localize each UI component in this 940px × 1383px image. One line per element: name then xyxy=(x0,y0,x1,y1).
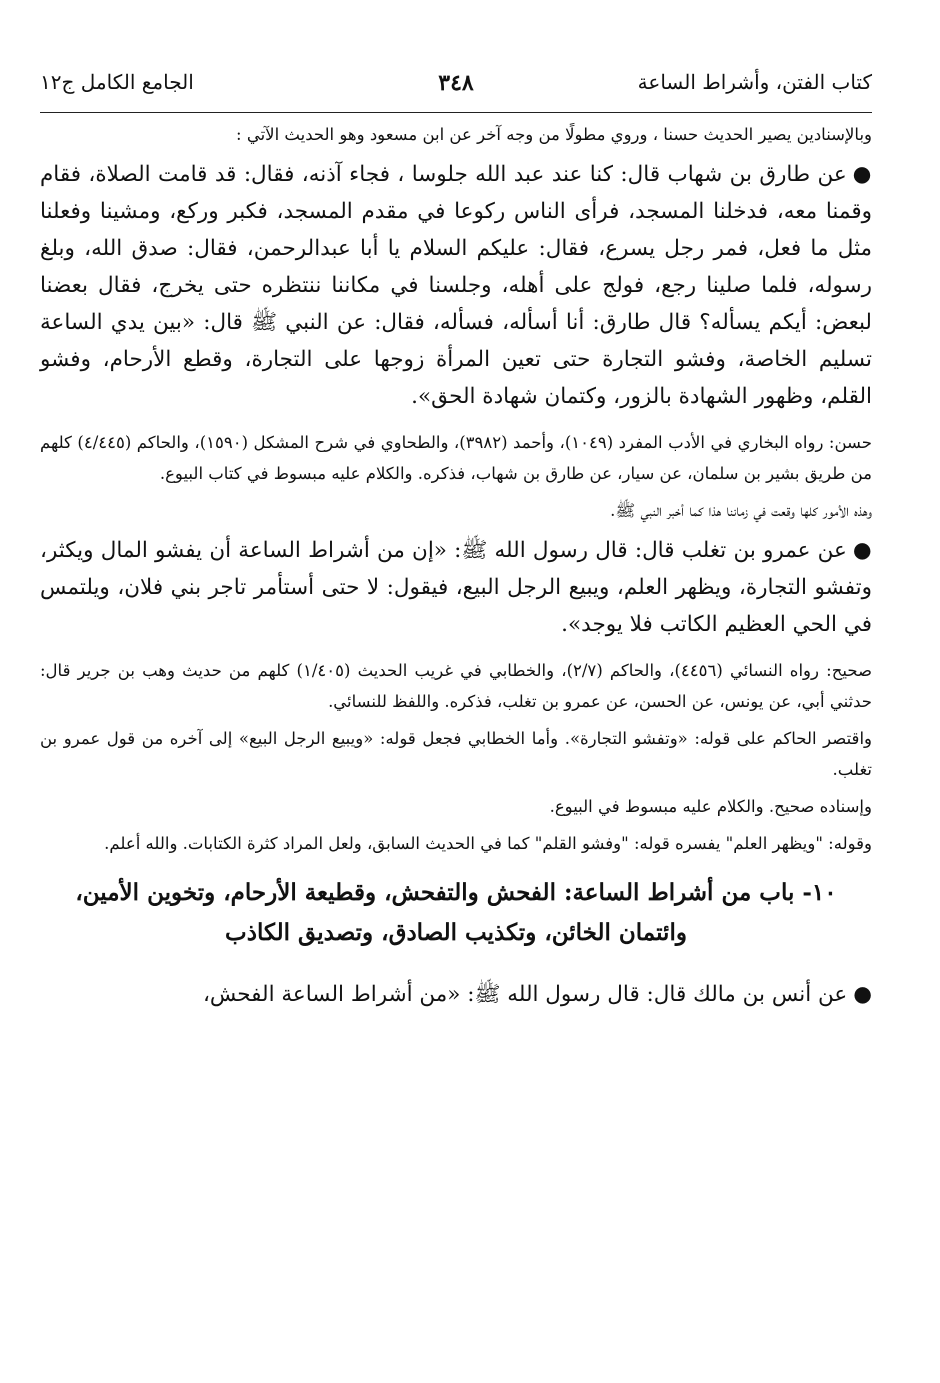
hadith-text: عن طارق بن شهاب قال: كنا عند عبد الله جلوسا ، فجاء آذنه، فقال: قد قامت الصلاة، فقام وقمنا معه، فدخلنا المسجد، فرأى الناس ركوعا في مقدم المسجد، فكبر وركع، ومشينا وفعلنا مثل ما فعل، فمر رجل يسرع، فقال: عليكم السلام يا أبا عبدالرحمن، فقال: صدق الله، وبلغ رسوله، فلما صلينا رجع، فولج على أهله، وجلسنا في مكاننا ننتظره حتى يخرج، فقال بعضنا لبعض: أيكم يسأله؟ قال طارق: أنا أسأله، فسأله، فقال: عن النبي ﷺ قال: «بين يدي الساعة تسليم الخاصة، وفشو التجارة حتى تعين المرأة زوجها على التجارة، وقطع الأرحام، وفشو القلم، وظهور الشهادة بالزور، وكتمان شهادة الحق». xyxy=(40,162,872,409)
book-section-title: كتاب الفتن، وأشراط الساعة xyxy=(637,70,872,94)
bullet-icon: ● xyxy=(852,162,872,187)
takhrij-paragraph: صحيح: رواه النسائي (٤٤٥٦)، والحاكم (٢/٧)، والخطابي في غريب الحديث (١/٤٠٥) كلهم من حديث وهب بن جرير قال: حدثني أبي، عن يونس، عن الحسن، عن عمرو بن تغلب، فذكره. واللفظ للنسائي. xyxy=(40,661,872,711)
hadith-paragraph xyxy=(40,532,872,643)
hadith-text: عن أنس بن مالك قال: قال رسول الله ﷺ: «من أشراط الساعة الفحش، xyxy=(202,982,848,1007)
intro-paragraph: وبالإسنادين يصير الحديث حسنا ، وروي مطولًا من وجه آخر عن ابن مسعود وهو الحديث الآتي : xyxy=(236,125,872,144)
hadith-text: عن عمرو بن تغلب قال: قال رسول الله ﷺ: «إن من أشراط الساعة أن يفشو المال ويكثر، وتفشو التجارة، ويظهر العلم، ويبيع الرجل البيع، فيقول: لا حتى أستأمر تاجر بني فلان، ويلتمس في الحي العظيم الكاتب فلا يوجد». xyxy=(40,538,872,637)
book-page xyxy=(40,60,872,1371)
takhrij-paragraph: حسن: رواه البخاري في الأدب المفرد (١٠٤٩)، وأحمد (٣٩٨٢)، والطحاوي في شرح المشكل (١٥٩٠)، والحاكم (٤/٤٤٥) كلهم من طريق بشير بن سلمان، عن سيار، عن طارق بن شهاب، فذكره. والكلام عليه مبسوط في كتاب البيوع. xyxy=(40,433,872,483)
bullet-icon: ● xyxy=(853,982,872,1007)
hadith-paragraph xyxy=(40,976,872,1013)
commentary-paragraph: واقتصر الحاكم على قوله: «وتفشو التجارة». وأما الخطابي فجعل قوله: «ويبيع الرجل البيع» إلى آخره من قول عمرو بن تغلب. xyxy=(40,729,872,779)
chapter-heading: ١٠- باب من أشراط الساعة: الفحش والتفحش، وقطيعة الأرحام، وتخوين الأمين، وائتمان الخائن، وتكذيب الصادق، وتصديق الكاذب xyxy=(75,879,837,946)
commentary-paragraph: وإسناده صحيح. والكلام عليه مبسوط في البيوع. xyxy=(549,797,872,816)
book-volume-title: الجامع الكامل ج١٢ xyxy=(40,70,194,94)
page-header xyxy=(40,60,872,113)
hadith-paragraph xyxy=(40,156,872,415)
commentary-paragraph: وقوله: "ويظهر العلم" يفسره قوله: "وفشو القلم" كما في الحديث السابق، ولعل المراد كثرة الكتابات. والله أعلم. xyxy=(104,834,872,853)
commentary-paragraph: وهذه الأمور كلها وقعت في زماننا هذا كما أخبر النبي ﷺ. xyxy=(610,501,872,520)
page-number: ٣٤٨ xyxy=(438,70,474,96)
bullet-icon: ● xyxy=(852,538,872,563)
